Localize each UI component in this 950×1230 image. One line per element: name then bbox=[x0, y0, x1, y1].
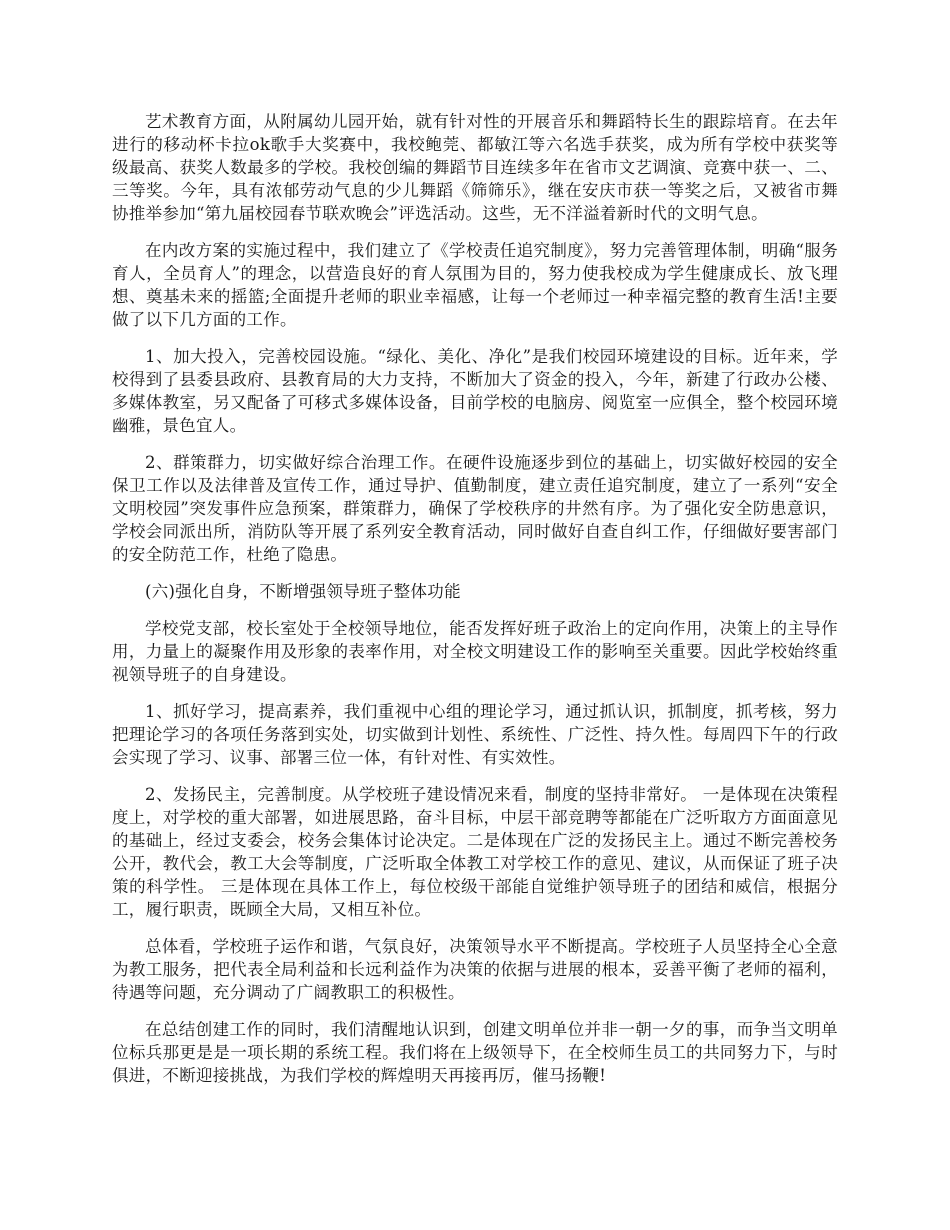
paragraph-safety-management: 2、群策群力，切实做好综合治理工作。在硬件设施逐步到位的基础上，切实做好校园的安全保卫工作以及法律普及宣传工作，通过导护、值勤制度，建立责任追究制度，建立了一系列“安全文明校园”突发事件应急预案，群策群力，确保了学校秩序的井然有序。为了强化安全防患意识，学校会同派出所，消防队等开展了系列安全教育活动，同时做好自查自纠工作，仔细做好要害部门的安全防范工作，杜绝了隐患。 bbox=[112, 453, 838, 564]
paragraph-conclusion: 在总结创建工作的同时，我们清醒地认识到，创建文明单位并非一朝一夕的事，而争当文明单位标兵那更是是一项长期的系统工程。我们将在上级领导下，在全校师生员工的共同努力下，与时俱进，不断迎接挑战，为我们学校的辉煌明天再接再厉，催马扬鞭! bbox=[112, 1020, 838, 1085]
document-body bbox=[112, 110, 838, 1101]
paragraph-democracy: 2、发扬民主，完善制度。从学校班子建设情况来看，制度的坚持非常好。 一是体现在决策程度上，对学校的重大部署，如进展思路，奋斗目标，中层干部竞聘等都能在广泛听取方方面面意见的基础上，经过支委会，校务会集体讨论决定。二是体现在广泛的发扬民主上。通过不断完善校务公开，教代会，教工大会等制度，广泛听取全体教工对学校工作的意见、建议，从而保证了班子决策的科学性。 三是体现在具体工作上，每位校级干部能自觉维护领导班子的团结和威信，根据分工，履行职责，既顾全大局，又相互补位。 bbox=[112, 785, 838, 919]
paragraph-study: 1、抓好学习，提高素养，我们重视中心组的理论学习，通过抓认识，抓制度，抓考核，努力把理论学习的各项任务落到实处，切实做到计划性、系统性、广泛性、持久性。每周四下午的行政会实现了学习、议事、部署三位一体，有针对性、有实效性。 bbox=[112, 702, 838, 767]
section-heading-leadership: (六)强化自身，不断增强领导班子整体功能 bbox=[145, 582, 461, 601]
paragraph-arts-education: 艺术教育方面，从附属幼儿园开始，就有针对性的开展音乐和舞蹈特长生的跟踪培育。在去年进行的移动杯卡拉ok歌手大奖赛中，我校鲍莞、都敏江等六名选手获奖，成为所有学校中获奖等级最高、获奖人数最多的学校。我校创编的舞蹈节目连续多年在省市文艺调演、竞赛中获一、二、三等奖。今年，具有浓郁劳动气息的少儿舞蹈《筛筛乐》，继在安庆市获一等奖之后，又被省市舞协推举参加“第九届校园春节联欢晚会”评选活动。这些，无不洋溢着新时代的文明气息。 bbox=[112, 112, 838, 223]
paragraph-campus-facilities: 1、加大投入，完善校园设施。“绿化、美化、净化”是我们校园环境建设的目标。近年来，学校得到了县委县政府、县教育局的大力支持，不断加大了资金的投入，今年，新建了行政办公楼、多媒体教室，另又配备了可移式多媒体设备，目前学校的电脑房、阅览室一应俱全，整个校园环境幽雅，景色宜人。 bbox=[112, 347, 838, 435]
paragraph-party-branch: 学校党支部，校长室处于全校领导地位，能否发挥好班子政治上的定向作用，决策上的主导作用，力量上的凝聚作用及形象的表率作用，对全校文明建设工作的影响至关重要。因此学校始终重视领导班子的自身建设。 bbox=[112, 619, 838, 684]
paragraph-reform-plan: 在内改方案的实施过程中，我们建立了《学校责任追究制度》，努力完善管理体制，明确“服务育人，全员育人”的理念，以营造良好的育人氛围为目的，努力使我校成为学生健康成长、放飞理想、奠基未来的摇篮;全面提升老师的职业幸福感，让每一个老师过一种幸福完整的教育生活!主要做了以下几方面的工作。 bbox=[112, 241, 838, 329]
paragraph-overall: 总体看，学校班子运作和谐，气氛良好，决策领导水平不断提高。学校班子人员坚持全心全意为教工服务，把代表全局利益和长远利益作为决策的依据与进展的根本，妥善平衡了老师的福利，待遇等问题，充分调动了广阔教职工的积极性。 bbox=[112, 937, 838, 1002]
